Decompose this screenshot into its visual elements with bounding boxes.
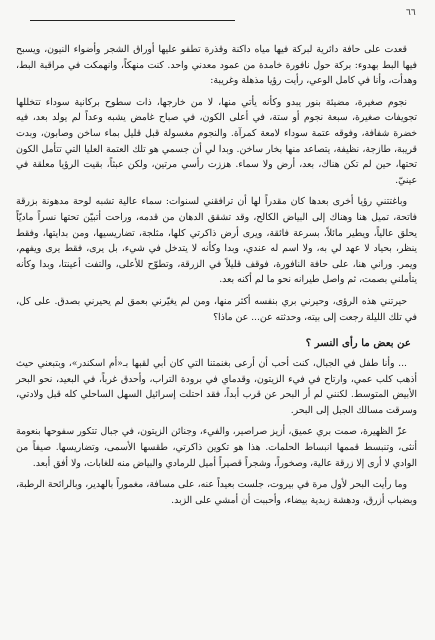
- paragraph: ... وأنا طفل في الجبال، كنت أحب أن أرعى بغنمتنا التي كان أبي لقبها بـ«أم اسكندر»، وبتبعني حيث أذهب كلب عمي، وارتاح في فيء الزيتون، وقدماي في برودة التراب، وأحدق غرباً، في البعيد، نحو البحر الأبيض المتوسط. لكنني لم أر البحر عن قرب أبداً، فقد احتلت إسرائيل السهل الساحلي كله قبل ولادتي، وسرقت مسالك الجبل إلى البحر.: [16, 358, 417, 416]
- paragraph: عزّ الظهيرة، صمت بري عميق، أزيز صراصير، والفيء، وجنائن الزيتون، في جبال تتكور سفوحها بنعومة أنثى، وتنبسط قممها انبساط الحلمات. هذا هو تكوين ذاكرتي، طقسها الأسمى، وتضاريسها. صيفاً من الوادي لا أرى إلا زرقة عالية، وصخوراً، وشجراً قصيراً أميل للرمادي والبياض منه للغابات، ولا أفق أبعد.: [16, 426, 417, 469]
- paragraph: حيرتني هذه الرؤى، وحيرني بري بنفسه أكثر منها، ومن لم يغيّرني بعمق لم يحيرني بصدق. على كل، في تلك الليلة رجعت إلى بيته، وحدثته عن... عن ماذا؟: [16, 295, 417, 323]
- section-heading: عن بعض ما رأى النسر ؟: [305, 337, 411, 350]
- paragraph: وباغتتني رؤيا أخرى بعدها كان مقدراً لها أن ترافقني لسنوات: سماء عالية تشبه لوحة مدهونة بزرقة فاتحة، تميل هنا وهناك إلى البياض الكالح، وقد تشقق الدهان من قدمه، وراحت أتبيّن تحتها نسراً ماديّاً يحلق عالياً، ويطير مائلاً، بسرعة فائقة، ويرى أرض ذاكرتي كلها، مثلجة، تضاريسيها، ومن بدايتها، وفقط ينظر، بحياد لا عهد لي به، ولا اسم له عندي، وبدا وكأنه لا يتدخل في شيء، بل يرى، فقط يرى ويفهم، ويمر. وراني هنا، على حافة النافورة، فوقف قليلاً في الزرقة، وتطوّح للأعلى، والتفت أعينتا، وبدا وكأنه يتأملني بصمت، ثم واصل طيرانه نحو ما لم أكنه بعد.: [16, 196, 417, 286]
- paragraph: قعدت على حافة دائرية لبركة فيها مياه داكنة وقذرة تطفو عليها أوراق الشجر وأضواء النيون، ويسبح فيها البط بهدوء: بركة حول نافورة خامدة من عمود معدني واحد. كنت منهكاً، وانهمكت في مراقبة البط، وهدأت، وأنا في كامل الوعي، رأيت رؤيا مذهلة وغريبة:: [16, 44, 417, 87]
- body-text: [16, 42, 417, 508]
- paragraph: وما رأيت البحر لأول مرة في بيروت، جلست بعيداً عنه، على مسافة، مغموراً بالهدير، وبالرائحة الرطبة، وبضباب أزرق، ودهشة زبدية بيضاء، وأحببت أن أمشي على الزبد.: [16, 479, 417, 506]
- page-number: ٦٦: [406, 8, 416, 18]
- section-gap: [16, 325, 417, 327]
- paragraph: نجوم صغيرة، مضيئة بنور يبدو وكأنه يأتي منها، لا من خارجها، ذات سطوح بركانية سوداء تتخللها تجويفات صغيرة، سبعة نجوم أو ستة، في أعلى الكون، في صباح غامض يشبه وعداً لم يولد بعد، فيه خضرة شفافة، وفوقه عتمة سوداء لامعة كمرآة. والنجوم مغسولة قبل قليل بماء ساخن وصابون، وبدت قريبة، طازجة، نظيفة، يتصاعد منها بخار ساخن. وبدا لي أن جسمي هو تلك العتمة العليا التي تتأمل الكون تحتها، حين لم تكن هناك، بعد، أرض ولا سماء. هززت رأسي مرتين، ولكن عبثاً، بقيت الرؤيا معلقة في عينيّ.: [16, 96, 417, 186]
- header-rule: [30, 20, 235, 21]
